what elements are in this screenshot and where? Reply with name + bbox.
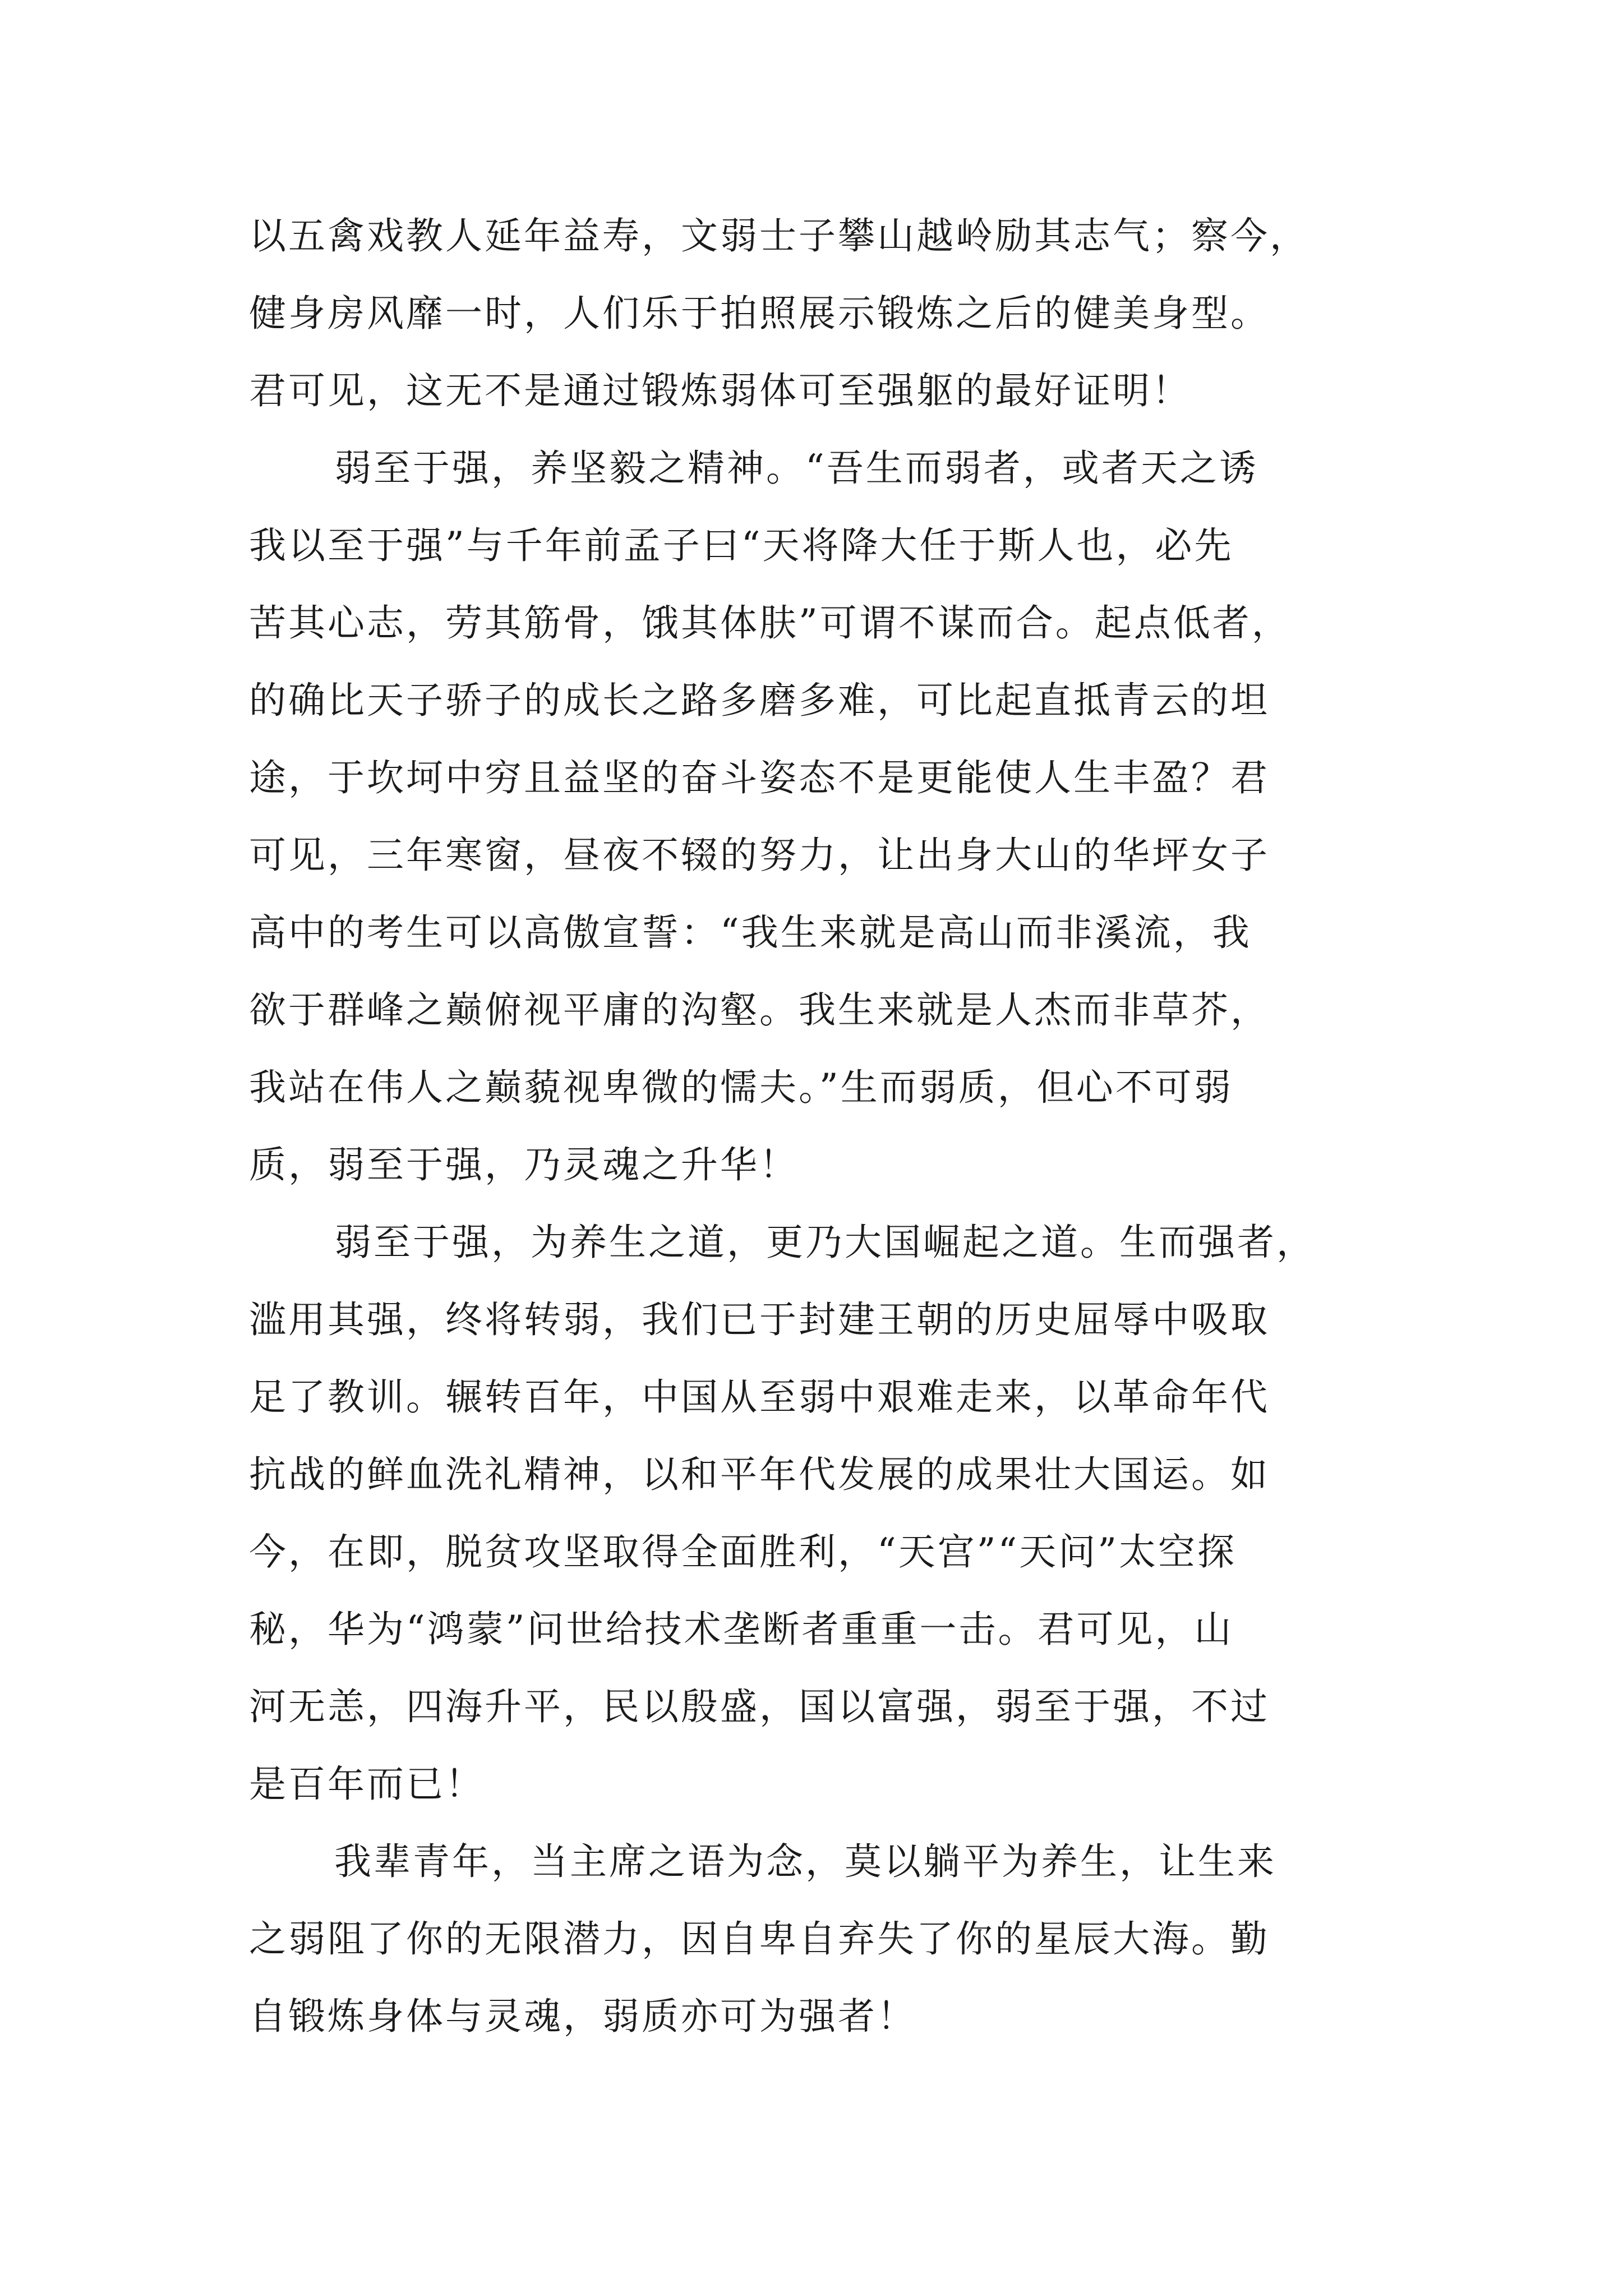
text-line: 自锻炼身体与灵魂，弱质亦可为强者！ bbox=[249, 1995, 916, 2038]
text-line: 今，在即，脱贫攻坚取得全面胜利，“天宫”“天问”太空探 bbox=[249, 1530, 1237, 1573]
text-line: 我以至于强”与千年前孟子曰“天将降大任于斯人也，必先 bbox=[249, 524, 1234, 567]
text-line: 质，弱至于强，乃灵魂之升华！ bbox=[249, 1143, 799, 1186]
text-line: 以五禽戏教人延年益寿，文弱士子攀山越岭励其志气；察今， bbox=[249, 214, 1309, 257]
text-line: 健身房风靡一时，人们乐于拍照展示锻炼之后的健美身型。 bbox=[249, 292, 1270, 335]
text-line: 苦其心志，劳其筋骨，饿其体肤”可谓不谋而合。起点低者， bbox=[249, 601, 1291, 645]
text-line: 弱至于强，养坚毅之精神。“吾生而弱者，或者天之诱 bbox=[334, 447, 1258, 490]
text-line: 君可见，这无不是通过锻炼弱体可至强躯的最好证明！ bbox=[249, 369, 1191, 412]
text-line: 是百年而已！ bbox=[249, 1763, 485, 1806]
paragraph-1 bbox=[249, 197, 1376, 430]
text-line: 河无恙，四海升平，民以殷盛，国以富强，弱至于强，不过 bbox=[249, 1685, 1270, 1728]
text-line: 可见，三年寒窗，昼夜不辍的努力，让出身大山的华坪女子 bbox=[249, 834, 1270, 877]
text-line: 足了教训。辗转百年，中国从至弱中艰难走来，以革命年代 bbox=[249, 1375, 1270, 1419]
text-line: 滥用其强，终将转弱，我们已于封建王朝的历史屈辱中吸取 bbox=[249, 1298, 1270, 1341]
text-line: 之弱阻了你的无限潜力，因自卑自弃失了你的星辰大海。勤 bbox=[249, 1917, 1270, 1961]
paragraph-2 bbox=[249, 430, 1376, 1204]
text-line: 秘，华为“鸿蒙”问世给技术垄断者重重一击。君可见，山 bbox=[249, 1608, 1234, 1651]
text-line: 途，于坎坷中穷且益坚的奋斗姿态不是更能使人生丰盈？君 bbox=[249, 756, 1270, 799]
text-line: 我辈青年，当主席之语为念，莫以躺平为养生，让生来 bbox=[334, 1840, 1276, 1883]
text-line: 抗战的鲜血洗礼精神，以和平年代发展的成果壮大国运。如 bbox=[249, 1453, 1270, 1496]
text-line: 我站在伟人之巅藐视卑微的懦夫。”生而弱质，但心不可弱 bbox=[249, 1066, 1233, 1109]
text-line: 的确比天子骄子的成长之路多磨多难，可比起直抵青云的坦 bbox=[249, 679, 1270, 722]
text-line: 弱至于强，为养生之道，更乃大国崛起之道。生而强者， bbox=[334, 1221, 1316, 1264]
document-body bbox=[249, 197, 1376, 2055]
text-line: 高中的考生可以高傲宣誓：“我生来就是高山而非溪流，我 bbox=[249, 911, 1252, 954]
text-line: 欲于群峰之巅俯视平庸的沟壑。我生来就是人杰而非草芥， bbox=[249, 988, 1270, 1032]
paragraph-4 bbox=[249, 1823, 1376, 2055]
paragraph-3 bbox=[249, 1204, 1376, 1823]
